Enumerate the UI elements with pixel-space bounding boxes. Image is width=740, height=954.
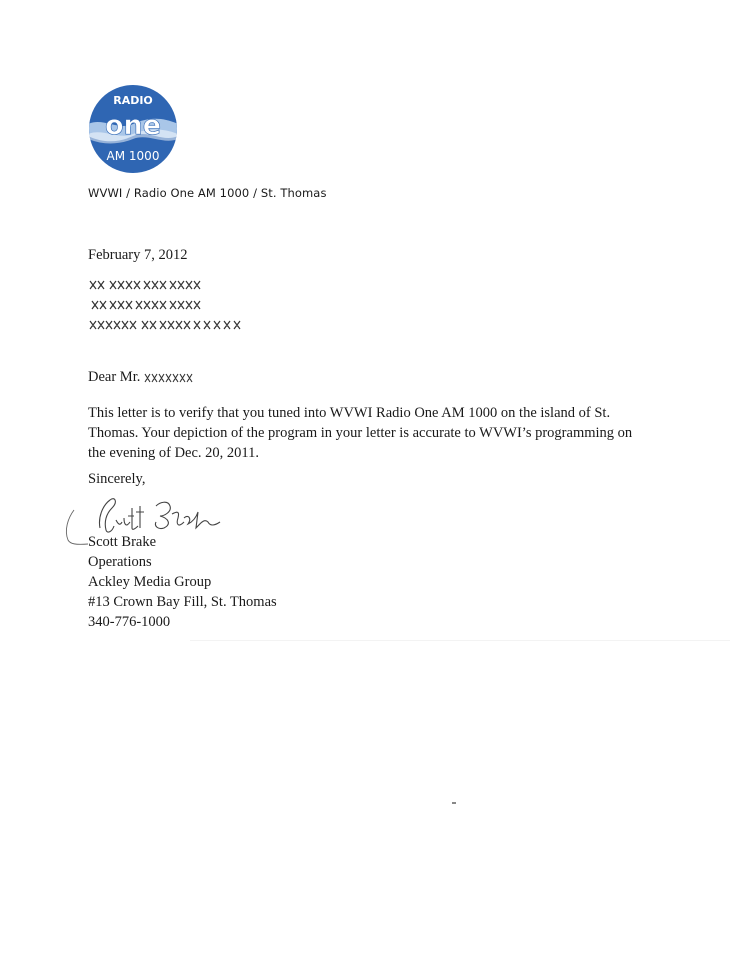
body-line-2: Thomas. Your depiction of the program in your letter is accurate to WVWI’s programming on bbox=[88, 425, 633, 441]
letterhead-text: WVWI / Radio One AM 1000 / St. Thomas bbox=[88, 186, 327, 200]
signatory-address: #13 Crown Bay Fill, St. Thomas bbox=[88, 594, 277, 610]
signatory-title: Operations bbox=[88, 554, 152, 570]
redacted-recipient-name bbox=[88, 278, 218, 292]
redacted-salutation-name bbox=[143, 372, 193, 384]
logo-am-text: AM 1000 bbox=[106, 149, 160, 163]
salutation-text: Dear Mr. bbox=[88, 369, 141, 385]
logo-radio-text: RADIO bbox=[113, 94, 153, 107]
signatory-name: Scott Brake bbox=[88, 534, 157, 550]
logo-one-text: one bbox=[104, 110, 162, 141]
radio-one-logo bbox=[88, 84, 178, 174]
signatory-phone: 340-776-1000 bbox=[88, 614, 171, 630]
redacted-recipient-city bbox=[88, 318, 248, 332]
scan-artifact-mark bbox=[452, 802, 456, 804]
body-line-1: This letter is to verify that you tuned into WVWI Radio One AM 1000 on the island of St. bbox=[88, 405, 611, 421]
body-line-3: the evening of Dec. 20, 2011. bbox=[88, 445, 259, 461]
letter-body bbox=[88, 403, 668, 463]
scan-artifact-line bbox=[190, 640, 730, 641]
signatory-company: Ackley Media Group bbox=[88, 574, 212, 590]
letter-date: February 7, 2012 bbox=[88, 247, 188, 263]
salutation bbox=[88, 369, 193, 386]
redacted-recipient-street bbox=[88, 298, 208, 312]
signature-block bbox=[88, 532, 277, 632]
closing: Sincerely, bbox=[88, 471, 146, 487]
